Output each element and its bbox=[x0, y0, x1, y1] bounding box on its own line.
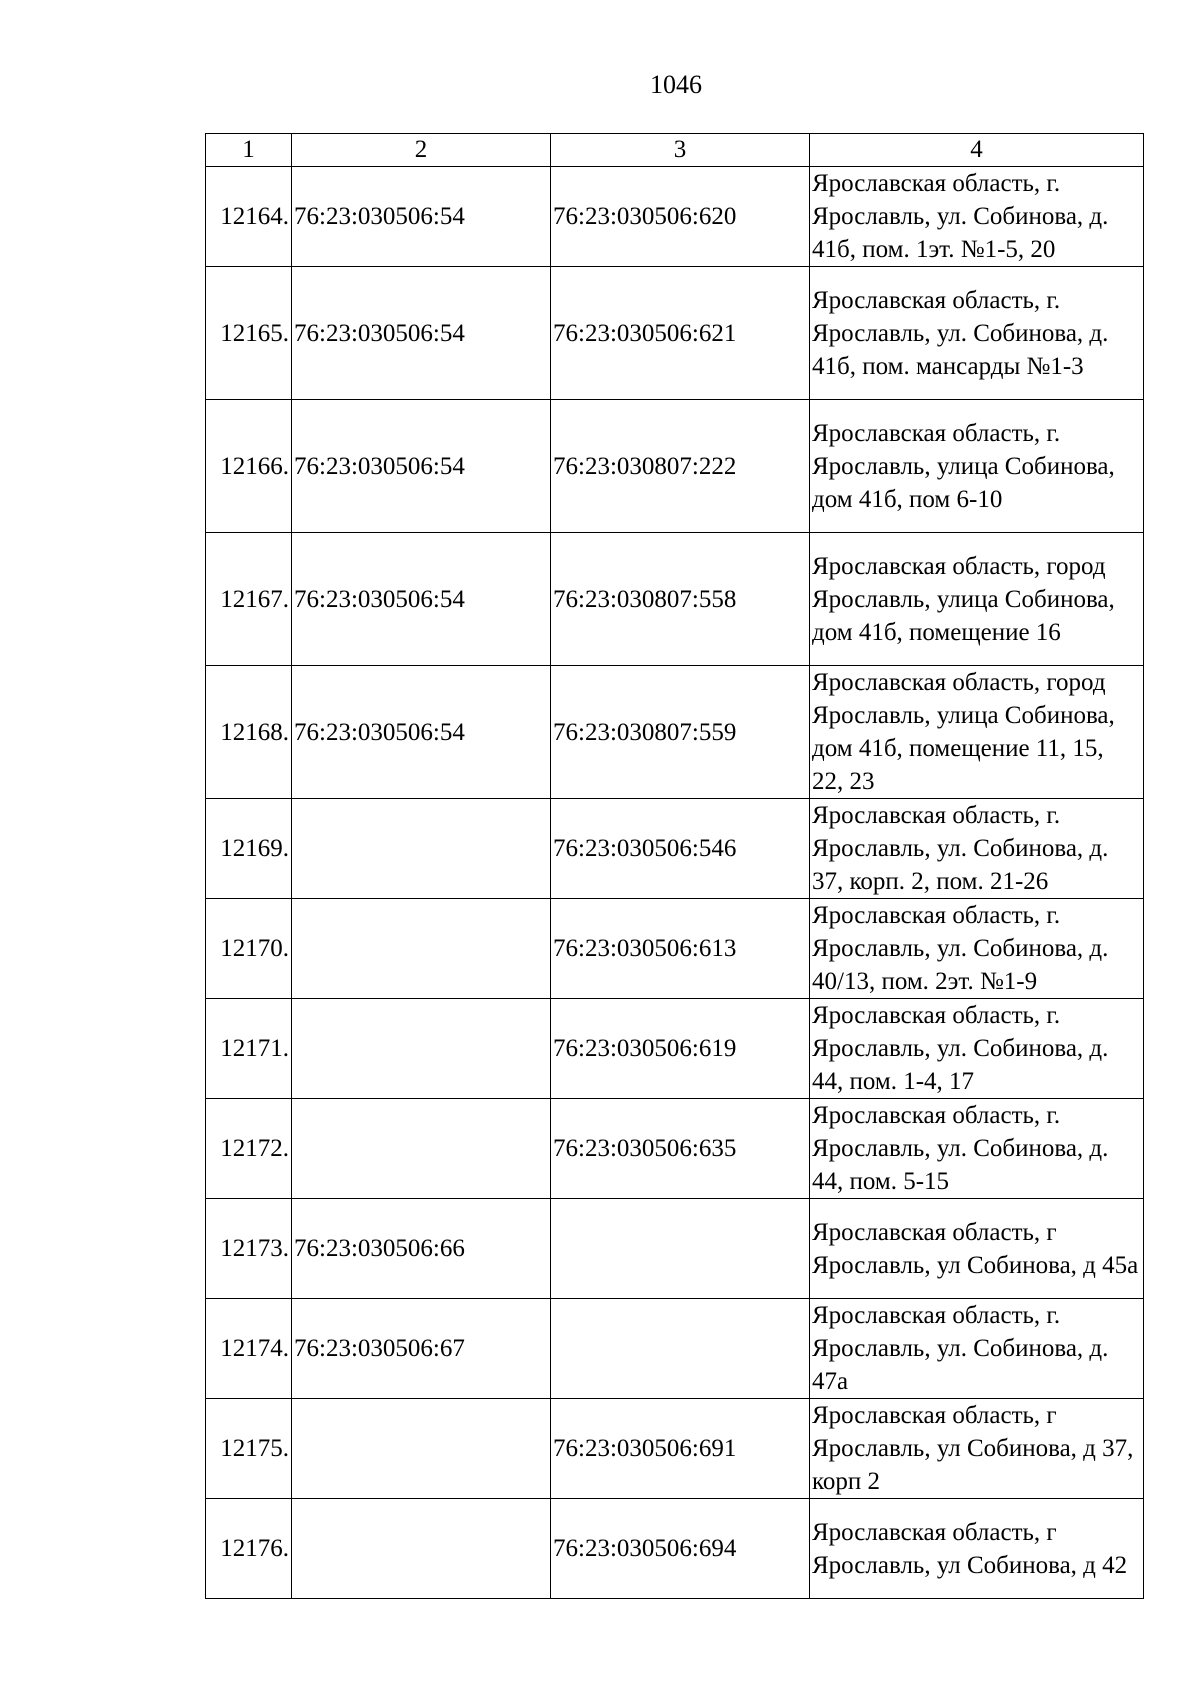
cadastral-number-parcel: 76:23:030506:54 bbox=[292, 666, 551, 799]
address: Ярославская область, г. Ярославль, ул. Собинова, д. 44, пом. 1-4, 17 bbox=[810, 999, 1144, 1099]
cadastral-number-parcel bbox=[292, 899, 551, 999]
cadastral-number-object: 76:23:030506:635 bbox=[551, 1099, 810, 1199]
cadastral-number-object: 76:23:030807:222 bbox=[551, 400, 810, 533]
table-row bbox=[206, 267, 1144, 400]
cadastral-number-object: 76:23:030506:694 bbox=[551, 1499, 810, 1599]
cadastral-number-parcel: 76:23:030506:54 bbox=[292, 533, 551, 666]
address: Ярославская область, г. Ярославль, ул. Собинова, д. 41б, пом. 1эт. №1-5, 20 bbox=[810, 167, 1144, 267]
cadastral-number-object: 76:23:030807:559 bbox=[551, 666, 810, 799]
row-number: 12176. bbox=[206, 1499, 292, 1599]
table-row bbox=[206, 999, 1144, 1099]
cadastral-number-parcel bbox=[292, 999, 551, 1099]
table-header-row bbox=[206, 134, 1144, 167]
cadastral-number-object: 76:23:030506:619 bbox=[551, 999, 810, 1099]
table-row bbox=[206, 1099, 1144, 1199]
row-number: 12174. bbox=[206, 1299, 292, 1399]
column-header-1: 1 bbox=[206, 134, 292, 167]
address: Ярославская область, г. Ярославль, ул. Собинова, д. 40/13, пом. 2эт. №1-9 bbox=[810, 899, 1144, 999]
cadastral-number-object bbox=[551, 1199, 810, 1299]
cadastral-number-parcel: 76:23:030506:54 bbox=[292, 167, 551, 267]
address: Ярославская область, г. Ярославль, ул. Собинова, д. 44, пом. 5-15 bbox=[810, 1099, 1144, 1199]
cadastral-number-parcel bbox=[292, 1099, 551, 1199]
address: Ярославская область, г. Ярославль, ул. Собинова, д. 37, корп. 2, пом. 21-26 bbox=[810, 799, 1144, 899]
row-number: 12173. bbox=[206, 1199, 292, 1299]
address: Ярославская область, г. Ярославль, ул. Собинова, д. 47а bbox=[810, 1299, 1144, 1399]
column-header-2: 2 bbox=[292, 134, 551, 167]
address: Ярославская область, г Ярославль, ул Собинова, д 45а bbox=[810, 1199, 1144, 1299]
row-number: 12170. bbox=[206, 899, 292, 999]
cadastral-number-object: 76:23:030506:691 bbox=[551, 1399, 810, 1499]
row-number: 12172. bbox=[206, 1099, 292, 1199]
cadastral-number-object: 76:23:030506:613 bbox=[551, 899, 810, 999]
table-row bbox=[206, 167, 1144, 267]
table-row bbox=[206, 666, 1144, 799]
row-number: 12164. bbox=[206, 167, 292, 267]
row-number: 12165. bbox=[206, 267, 292, 400]
table-row bbox=[206, 1199, 1144, 1299]
address: Ярославская область, город Ярославль, улица Собинова, дом 41б, помещение 11, 15, 22, 23 bbox=[810, 666, 1144, 799]
cadastral-number-object: 76:23:030807:558 bbox=[551, 533, 810, 666]
column-header-4: 4 bbox=[810, 134, 1144, 167]
cadastral-number-object: 76:23:030506:546 bbox=[551, 799, 810, 899]
table-row bbox=[206, 899, 1144, 999]
cadastral-number-object bbox=[551, 1299, 810, 1399]
cadastral-number-parcel: 76:23:030506:54 bbox=[292, 400, 551, 533]
row-number: 12166. bbox=[206, 400, 292, 533]
cadastral-number-object: 76:23:030506:621 bbox=[551, 267, 810, 400]
page-number: 1046 bbox=[650, 70, 702, 99]
table-row bbox=[206, 533, 1144, 666]
row-number: 12168. bbox=[206, 666, 292, 799]
table-row bbox=[206, 1299, 1144, 1399]
address: Ярославская область, г Ярославль, ул Собинова, д 42 bbox=[810, 1499, 1144, 1599]
column-header-3: 3 bbox=[551, 134, 810, 167]
table-row bbox=[206, 1399, 1144, 1499]
cadastral-number-object: 76:23:030506:620 bbox=[551, 167, 810, 267]
cadastral-number-parcel: 76:23:030506:54 bbox=[292, 267, 551, 400]
address: Ярославская область, г. Ярославль, улица Собинова, дом 41б, пом 6-10 bbox=[810, 400, 1144, 533]
row-number: 12171. bbox=[206, 999, 292, 1099]
address: Ярославская область, г. Ярославль, ул. Собинова, д. 41б, пом. мансарды №1-3 bbox=[810, 267, 1144, 400]
row-number: 12167. bbox=[206, 533, 292, 666]
cadastral-number-parcel bbox=[292, 1499, 551, 1599]
registry-table bbox=[205, 133, 1144, 1599]
cadastral-number-parcel: 76:23:030506:67 bbox=[292, 1299, 551, 1399]
table-row bbox=[206, 400, 1144, 533]
address: Ярославская область, город Ярославль, улица Собинова, дом 41б, помещение 16 bbox=[810, 533, 1144, 666]
row-number: 12169. bbox=[206, 799, 292, 899]
table-row bbox=[206, 1499, 1144, 1599]
cadastral-number-parcel: 76:23:030506:66 bbox=[292, 1199, 551, 1299]
address: Ярославская область, г Ярославль, ул Собинова, д 37, корп 2 bbox=[810, 1399, 1144, 1499]
table-row bbox=[206, 799, 1144, 899]
row-number: 12175. bbox=[206, 1399, 292, 1499]
cadastral-number-parcel bbox=[292, 799, 551, 899]
cadastral-number-parcel bbox=[292, 1399, 551, 1499]
